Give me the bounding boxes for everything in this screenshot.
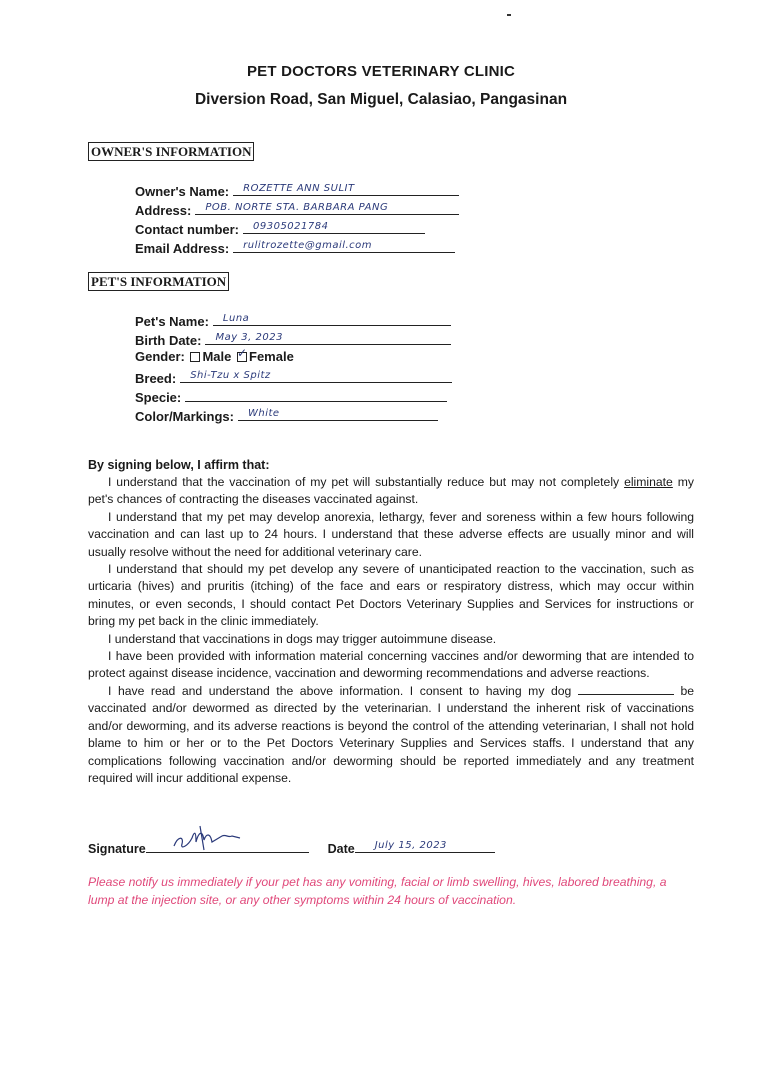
pet-breed-field[interactable] [135, 368, 452, 386]
pet-name-value: Luna [222, 313, 250, 324]
signature-row [88, 838, 495, 856]
pet-birthdate-value: May 3, 2023 [215, 332, 283, 343]
pet-name-label: Pet's Name: [135, 314, 209, 329]
owner-email-value: rulitrozette@gmail.com [243, 240, 373, 251]
owner-contact-label: Contact number: [135, 222, 239, 237]
gender-male-checkbox[interactable] [190, 352, 200, 362]
owner-address-label: Address: [135, 203, 192, 218]
affirm-heading: By signing below, I affirm that: [88, 458, 270, 472]
affirm-paragraph-2: I understand that my pet may develop anorexia, lethargy, fever and soreness within a few hours following vaccination and can last up to 24 hours. I understand that these adverse effects are usually minor and will usually resolve without the need for additional veterinary care. [88, 509, 694, 559]
pet-breed-label: Breed: [135, 371, 177, 386]
post-vaccination-notice: Please notify us immediately if your pet has any vomiting, facial or limb swelling, hives, labored breathing, a lump at the injection site, or any other symptoms within 24 hours of vaccination. [88, 875, 667, 907]
date-field[interactable] [355, 838, 495, 853]
signature-label: Signature [88, 842, 146, 856]
date-value: July 15, 2023 [374, 840, 447, 851]
scan-mark [507, 14, 511, 16]
checkmark-icon: ✓ [237, 345, 248, 360]
gender-male-label: Male [202, 349, 232, 364]
pet-specie-field[interactable] [135, 387, 447, 405]
affirm-p1-text: I understand that the vaccination of my pet will substantially reduce but may not completely [108, 475, 620, 489]
affirm-p6-text: I have read and understand the above information. I consent to having my dog [108, 683, 572, 698]
pet-breed-value: Shi-Tzu x Spitz [190, 370, 271, 381]
pet-birthdate-label: Birth Date: [135, 333, 202, 348]
affirm-paragraph-5: I have been provided with information material concerning vaccines and/or deworming that are intended to protect against disease incidence, vaccination and deworming recommendations and adverse reactions. [88, 649, 694, 681]
pet-color-label: Color/Markings: [135, 409, 234, 424]
affirm-paragraph-3: I understand that should my pet develop any severe of unanticipated reaction to the vaccination, such as urticaria (hives) and pruritis (itching) of the face and ears or respiratory distress, which may occur within minutes, or even seconds, I should contact Pet Doctors Veterinary Supplies and Services for instructions or bring my pet back in the clinic immediately. [88, 562, 694, 629]
clinic-address: Diversion Road, San Miguel, Calasiao, Pangasinan [194, 91, 568, 108]
owner-name-value: ROZETTE ANN SULIT [243, 183, 355, 194]
pet-gender-field [135, 345, 294, 364]
affirm-paragraph-1 [88, 474, 694, 509]
owner-contact-field[interactable] [135, 219, 425, 237]
affirm-p6-rest: be vaccinated and/or dewormed as directed by the veterinarian. I understand the inherent risk of vaccinations and/or deworming, and its adverse reactions is beyond the control of the attending veterinarian, I shall not hold blame to him or her or to the Pet Doctors Veterinary Supplies and Services staffs. I understand that any complications following vaccination and/or deworming should be reported immediately and any treatment required will incur additional expense. [88, 683, 694, 785]
owner-section-heading: OWNER'S INFORMATION [88, 142, 254, 161]
dog-name-blank[interactable] [578, 683, 674, 695]
owner-address-value: POB. NORTE STA. BARBARA PANG [205, 202, 389, 213]
affirm-p1-underlined: eliminate [624, 475, 673, 489]
owner-name-field[interactable] [135, 181, 459, 199]
pet-name-field[interactable] [135, 311, 451, 329]
pet-color-value: White [247, 408, 280, 419]
owner-address-field[interactable] [135, 200, 459, 218]
clinic-name: PET DOCTORS VETERINARY CLINIC [246, 63, 516, 80]
affirm-p1-rest: my pet's chances of contracting the diseases vaccinated against. [88, 475, 695, 507]
owner-contact-value: 09305021784 [253, 221, 329, 232]
handwritten-signature [170, 824, 250, 854]
pet-color-field[interactable] [135, 406, 438, 424]
affirm-paragraph-6 [88, 683, 694, 787]
affirm-body [88, 474, 694, 787]
pet-birthdate-field[interactable] [135, 330, 451, 348]
owner-email-label: Email Address: [135, 241, 230, 256]
owner-name-label: Owner's Name: [135, 184, 230, 199]
owner-email-field[interactable] [135, 238, 455, 256]
pet-section-heading: PET'S INFORMATION [88, 272, 229, 291]
date-label: Date [327, 842, 355, 856]
pet-gender-label: Gender: [135, 349, 185, 364]
affirm-paragraph-4: I understand that vaccinations in dogs may trigger autoimmune disease. [108, 631, 497, 646]
gender-female-checkbox[interactable] [237, 345, 248, 362]
signature-field[interactable] [146, 838, 309, 853]
gender-female-label: Female [249, 349, 294, 364]
pet-specie-label: Specie: [135, 390, 182, 405]
